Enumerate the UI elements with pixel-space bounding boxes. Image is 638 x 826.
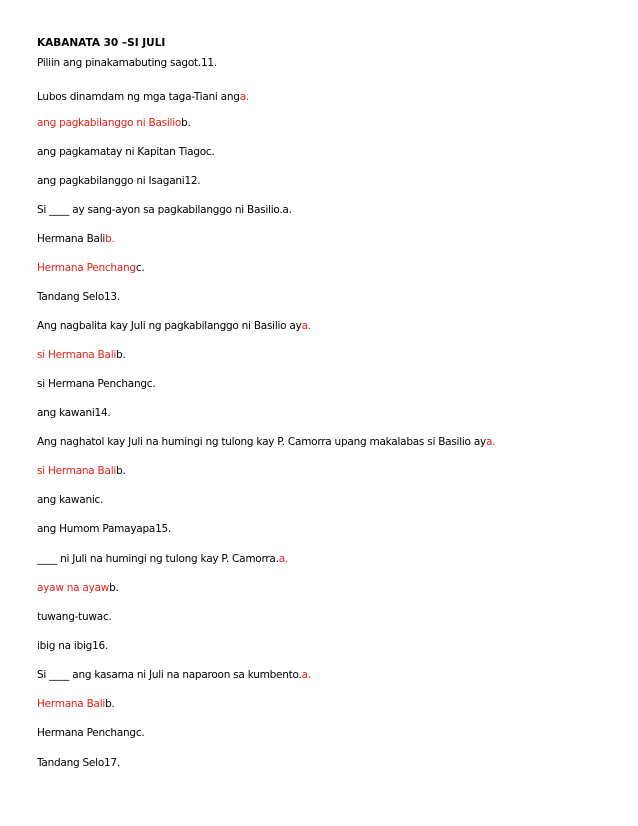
line-text: Ang naghatol kay Juli na humingi ng tulong kay P. Camorra upang makalabas si Basilio ay	[37, 436, 486, 448]
line-text: c.	[135, 262, 145, 274]
answer-highlight: ayaw na ayaw	[37, 582, 110, 594]
document-line	[37, 435, 495, 449]
line-text: b.	[116, 465, 126, 477]
line-text: ang pagkamatay ni Kapitan Tiagoc.	[37, 146, 215, 158]
line-text: Si ____ ay sang-ayon sa pagkabilanggo ni Basilio.a.	[37, 204, 292, 216]
document-line	[37, 756, 120, 770]
document-line	[37, 145, 215, 159]
document-line	[37, 552, 288, 566]
line-text: b.	[105, 698, 115, 710]
line-text: KABANATA 30 –SI JULI	[37, 37, 166, 49]
document-line	[37, 261, 144, 275]
line-text: Tandang Selo17.	[37, 757, 120, 769]
document-line	[37, 581, 119, 595]
document-line	[37, 116, 191, 130]
document-line	[37, 464, 126, 478]
line-text: b.	[116, 349, 126, 361]
line-text: ibig na ibig16.	[37, 640, 109, 652]
answer-highlight: a.	[278, 553, 288, 565]
line-text: ang kawanic.	[37, 494, 104, 506]
document-line	[37, 56, 217, 70]
document-line	[37, 290, 120, 304]
answer-highlight: a.	[485, 436, 496, 448]
line-text: si Hermana Penchangc.	[37, 378, 156, 390]
answer-highlight: a.	[301, 669, 311, 681]
line-text: b.	[109, 582, 119, 594]
document-line	[37, 697, 115, 711]
document-line	[37, 377, 155, 391]
document-line	[37, 203, 292, 217]
line-text: ang pagkabilanggo ni Isagani12.	[37, 175, 201, 187]
document-line	[37, 668, 311, 682]
document-line	[37, 522, 171, 536]
document-line	[37, 174, 200, 188]
answer-highlight: Hermana Penchang	[37, 262, 136, 274]
line-text: b.	[181, 117, 191, 129]
answer-highlight: a.	[239, 91, 249, 103]
document-line	[37, 639, 108, 653]
document-line	[37, 406, 110, 420]
chapter-title	[37, 36, 165, 50]
line-text: tuwang-tuwac.	[37, 611, 112, 623]
document-line	[37, 726, 144, 740]
answer-highlight: ang pagkabilanggo ni Basilio	[37, 117, 182, 129]
document-line	[37, 348, 126, 362]
document-line	[37, 232, 115, 246]
answer-highlight: si Hermana Bali	[37, 465, 117, 477]
line-text: Ang nagbalita kay Juli ng pagkabilanggo ni Basilio ay	[37, 320, 302, 332]
line-text: Lubos dinamdam ng mga taga-Tiani ang	[37, 91, 240, 103]
answer-highlight: si Hermana Bali	[37, 349, 117, 361]
line-text: Hermana Bali	[37, 233, 106, 245]
answer-highlight: b.	[105, 233, 115, 245]
line-text: Tandang Selo13.	[37, 291, 120, 303]
document-line	[37, 90, 249, 104]
line-text: Hermana Penchangc.	[37, 727, 145, 739]
line-text: Si ____ ang kasama ni Juli na naparoon sa kumbento.	[37, 669, 302, 681]
line-text: ang kawani14.	[37, 407, 111, 419]
answer-highlight: Hermana Bali	[37, 698, 106, 710]
line-text: ____ ni Juli na humingi ng tulong kay P. Camorra.	[37, 553, 279, 565]
document-line	[37, 493, 103, 507]
document-line	[37, 319, 311, 333]
line-text: ang Humom Pamayapa15.	[37, 523, 172, 535]
answer-highlight: a.	[301, 320, 311, 332]
line-text: Piliin ang pinakamabuting sagot.11.	[37, 57, 217, 69]
document-line	[37, 610, 112, 624]
